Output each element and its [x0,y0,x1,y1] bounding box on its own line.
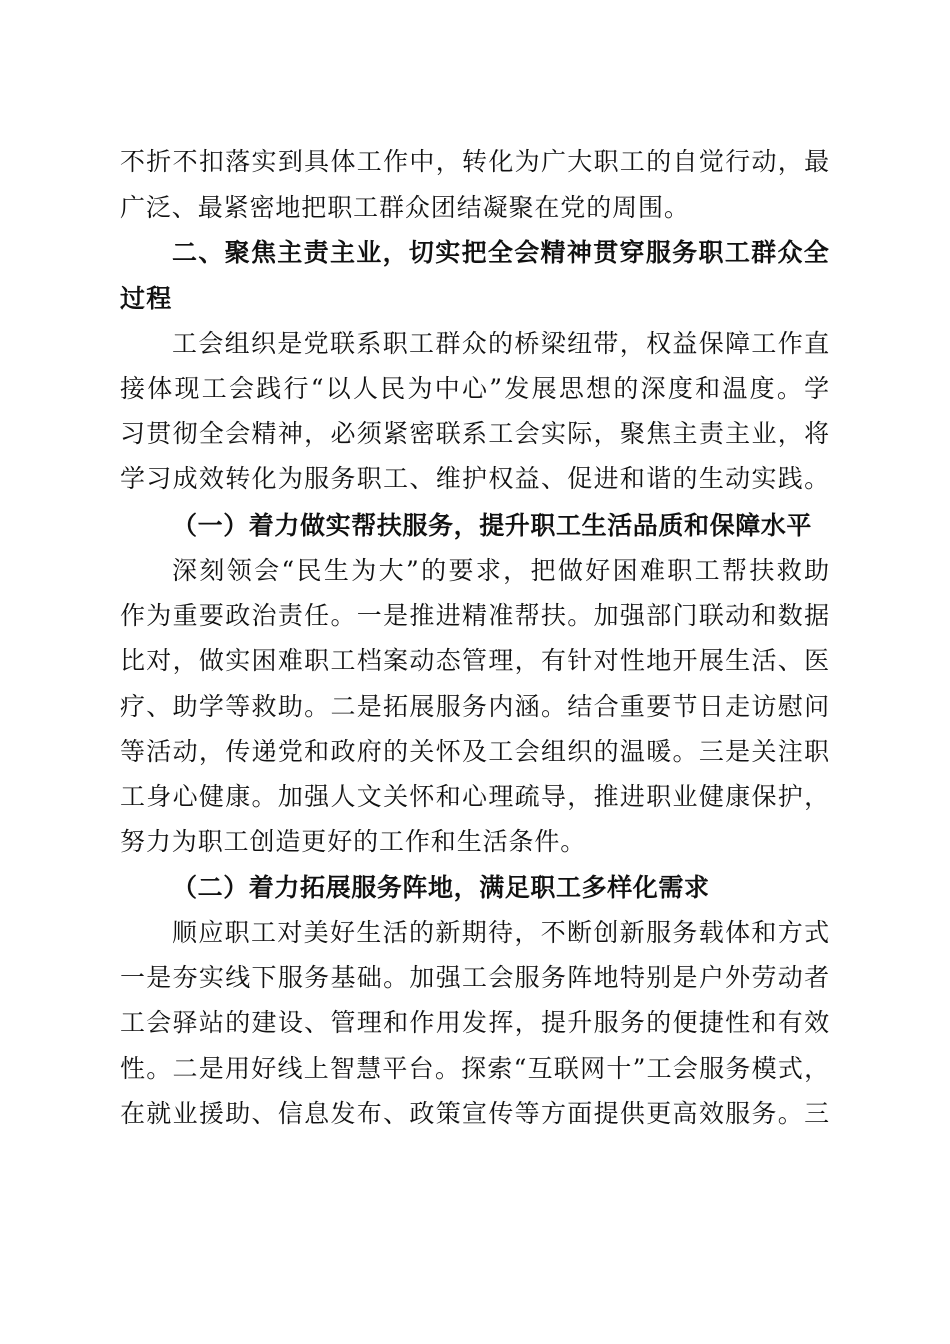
paragraph-line: 比对，做实困难职工档案动态管理，有针对性地开展生活、医 [120,646,830,675]
paragraph-line: 等活动，传递党和政府的关怀及工会组织的温暖。三是关注职 [120,737,830,766]
paragraph-line: 习贯彻全会精神，必须紧密联系工会实际，聚焦主责主业，将 [120,419,830,448]
paragraph-line: 工会组织是党联系职工群众的桥梁纽带，权益保障工作直 [172,329,830,358]
paragraph-line: 接体现工会践行“以人民为中心”发展思想的深度和温度。学 [120,374,830,403]
document-page [120,0,830,1344]
paragraph-line: 工身心健康。加强人文关怀和心理疏导，推进职业健康保护， [120,782,830,811]
paragraph-line: 疗、助学等救助。二是拓展服务内涵。结合重要节日走访慰问 [120,692,830,721]
paragraph-line: 广泛、最紧密地把职工群众团结凝聚在党的周围。 [120,193,690,222]
section-heading: 二、聚焦主责主业，切实把全会精神贯穿服务职工群众全 [172,238,830,267]
paragraph-line: 不折不扣落实到具体工作中，转化为广大职工的自觉行动，最 [120,147,830,176]
subsection-heading: （二）着力拓展服务阵地，满足职工多样化需求 [172,873,710,902]
paragraph-line: 性。二是用好线上智慧平台。探索“互联网十”工会服务模式， [120,1054,830,1083]
paragraph-line: 工会驿站的建设、管理和作用发挥，提升服务的便捷性和有效 [120,1008,830,1037]
section-heading-continued: 过程 [120,284,173,313]
paragraph-line: 学习成效转化为服务职工、维护权益、促进和谐的生动实践。 [120,464,830,493]
subsection-heading: （一）着力做实帮扶服务，提升职工生活品质和保障水平 [172,511,813,540]
paragraph-line: 一是夯实线下服务基础。加强工会服务阵地特别是户外劳动者 [120,963,830,992]
paragraph-line: 在就业援助、信息发布、政策宣传等方面提供更高效服务。三 [120,1099,830,1128]
paragraph-line: 努力为职工创造更好的工作和生活条件。 [120,827,587,856]
paragraph-line: 顺应职工对美好生活的新期待，不断创新服务载体和方式 [172,918,830,947]
paragraph-line: 作为重要政治责任。一是推进精准帮扶。加强部门联动和数据 [120,601,830,630]
paragraph-line: 深刻领会“民生为大”的要求，把做好困难职工帮扶救助 [172,556,830,585]
